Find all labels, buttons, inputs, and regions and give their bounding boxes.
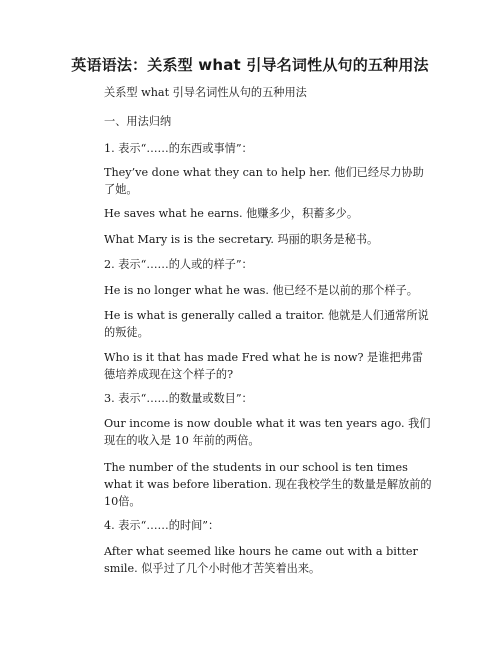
usage-4-heading: 4. 表示“……的时间”： bbox=[104, 519, 220, 532]
section-heading-usage-summary: 一、用法归纳 bbox=[104, 115, 172, 128]
usage-2-example-1: He is no longer what he was. 他已经不是以前的那个样子。 bbox=[104, 284, 418, 297]
usage-3-example-1: Our income is now double what it was ten years ago. 我们现在的收入是 10 年前的两倍。 bbox=[104, 417, 431, 447]
usage-4-example-1: After what seemed like hours he came out with a bitter smile. 似乎过了几个小时他才苦笑着出来。 bbox=[104, 545, 418, 575]
usage-1-example-1: They’ve done what they can to help her. 他们已经尽力协助了她。 bbox=[104, 166, 424, 196]
document-subtitle: 关系型 what 引导名词性从句的五种用法 bbox=[104, 86, 307, 99]
usage-3-example-2: The number of the students in our school is ten times what it was before liberation. 现在我校学生的数量是解放前的10倍。 bbox=[104, 461, 432, 508]
usage-2-example-3: Who is it that has made Fred what he is now? 是谁把弗雷德培养成现在这个样子的? bbox=[104, 351, 423, 381]
usage-1-example-3: What Mary is is the secretary. 玛丽的职务是秘书。 bbox=[104, 233, 379, 246]
usage-3-heading: 3. 表示“……的数量或数目”： bbox=[104, 392, 253, 405]
usage-1-heading: 1. 表示“……的东西或事情”： bbox=[104, 142, 253, 155]
usage-2-heading: 2. 表示“……的人或的样子”： bbox=[104, 258, 253, 271]
usage-1-example-2: He saves what he earns. 他赚多少，积蓄多少。 bbox=[104, 207, 359, 220]
usage-2-example-2: He is what is generally called a traitor. 他就是人们通常所说的叛徒。 bbox=[104, 309, 429, 339]
document-title: 英语语法：关系型 what 引导名词性从句的五种用法 bbox=[71, 56, 429, 74]
